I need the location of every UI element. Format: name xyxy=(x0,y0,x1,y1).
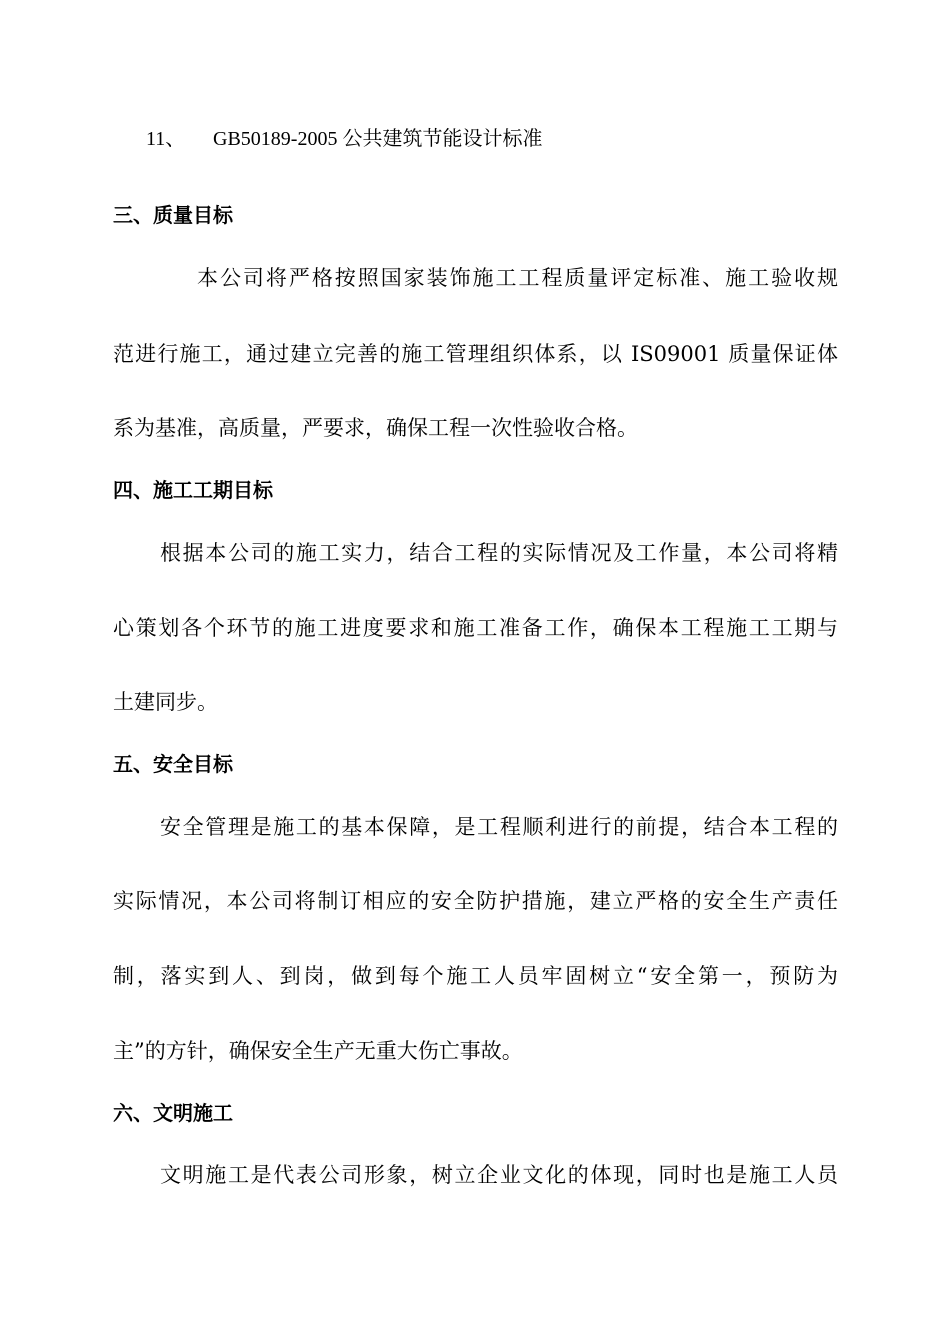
paragraph-line: 本公司将严格按照国家装饰施工工程质量评定标准、施工验收规 xyxy=(197,266,838,290)
paragraph-line: 主”的方针，确保安全生产无重大伤亡事故。 xyxy=(113,1039,523,1063)
paragraph-line: 土建同步。 xyxy=(113,690,218,714)
paragraph-line: 文明施工是代表公司形象，树立企业文化的体现，同时也是施工人员 xyxy=(160,1163,838,1187)
paragraph-line: 实际情况，本公司将制订相应的安全防护措施，建立严格的安全生产责任 xyxy=(113,889,838,913)
standard-item-text: GB50189-2005 公共建筑节能设计标准 xyxy=(213,128,543,150)
standard-item-number: 11、 xyxy=(146,128,186,150)
section-heading-civilized: 六、文明施工 xyxy=(113,1101,233,1125)
paragraph-line: 安全管理是施工的基本保障，是工程顺利进行的前提，结合本工程的 xyxy=(160,815,838,839)
section-heading-schedule: 四、施工工期目标 xyxy=(113,478,273,502)
paragraph-line: 心策划各个环节的施工进度要求和施工准备工作，确保本工程施工工期与 xyxy=(113,616,838,640)
paragraph-line: 根据本公司的施工实力，结合工程的实际情况及工作量，本公司将精 xyxy=(160,541,838,565)
paragraph-line: 制，落实到人、到岗，做到每个施工人员牢固树立“安全第一，预防为 xyxy=(113,964,838,988)
paragraph-line: 范进行施工，通过建立完善的施工管理组织体系，以 IS09001 质量保证体 xyxy=(113,342,838,366)
section-heading-safety: 五、安全目标 xyxy=(113,752,233,776)
section-heading-quality: 三、质量目标 xyxy=(113,203,233,227)
paragraph-line: 系为基准，高质量，严要求，确保工程一次性验收合格。 xyxy=(113,416,638,440)
